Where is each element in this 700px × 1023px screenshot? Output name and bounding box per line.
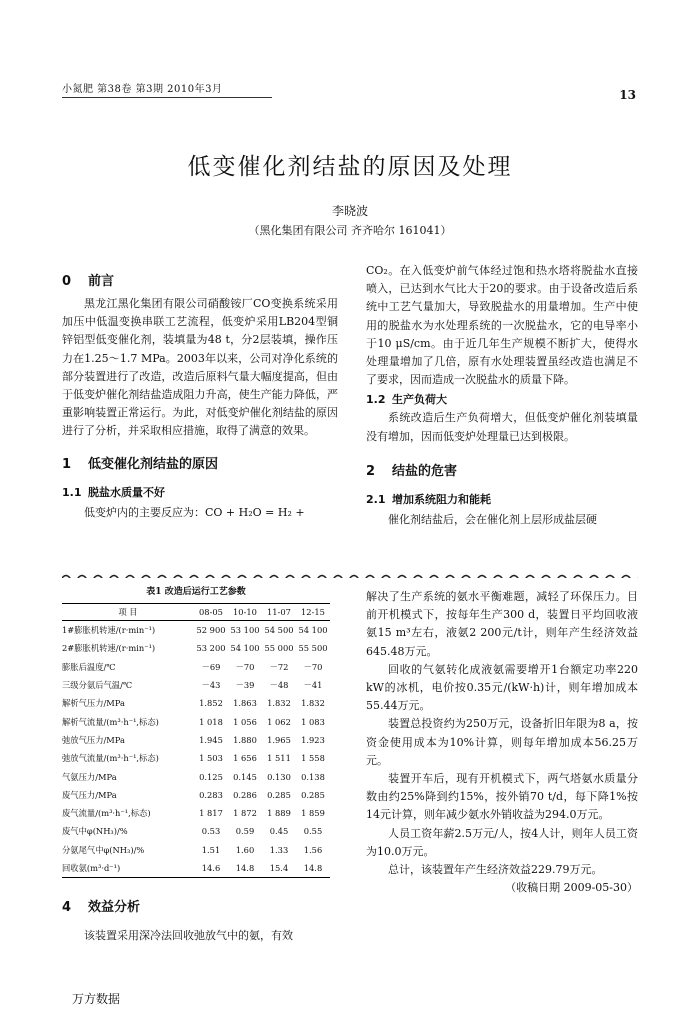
subsection-heading: 1.1 脱盐水质量不好	[62, 485, 165, 499]
col-header: 12-15	[296, 604, 330, 621]
cell: 14.6	[194, 859, 228, 878]
data-table	[62, 603, 330, 878]
row-label: 解析气压力/MPa	[62, 698, 125, 709]
table-row	[62, 786, 330, 804]
paragraph: 低变炉内的主要反应为：CO + H₂O = H₂ +	[84, 505, 305, 519]
wavy-separator	[62, 568, 638, 578]
cell: 1 083	[301, 716, 325, 727]
table-row	[62, 859, 330, 878]
cell: 1 558	[301, 753, 325, 764]
section-heading: 4 效益分析	[62, 900, 141, 915]
cell: 1 889	[267, 808, 291, 819]
cell: 14.8	[296, 859, 330, 878]
right-column-upper	[366, 262, 638, 529]
table-row	[62, 731, 330, 749]
cell: 1.852	[199, 698, 223, 709]
cell: 0.45	[269, 826, 289, 837]
received-date: （收稿日期 2009-05-30）	[505, 881, 638, 895]
cell: 0.125	[199, 771, 223, 782]
cell: 1.863	[233, 698, 257, 709]
table-row	[62, 621, 330, 640]
table-row	[62, 676, 330, 694]
cell: 1.56	[303, 844, 323, 855]
col-header: 08-05	[194, 604, 228, 621]
cell: 1 859	[301, 808, 325, 819]
cell: 0.130	[267, 771, 291, 782]
col-header: 10-10	[228, 604, 262, 621]
paragraph: 该装置采用深冷法回收弛放气中的氨，有效	[84, 929, 293, 942]
paragraph: 回收的气氨转化成液氨需要增开1台额定功率220 kW的冰机，电价按0.35元/(kW·h)计，则年增加成本55.44万元。	[366, 662, 638, 713]
cell: 54 100	[230, 643, 260, 654]
row-label: 三级分氨后气温/℃	[62, 680, 133, 691]
table-row	[62, 658, 330, 676]
table-row	[62, 841, 330, 859]
row-label: 解析气流量/(m³·h⁻¹,标态)	[62, 716, 159, 727]
table-header-row	[62, 604, 330, 621]
cell: －70	[235, 661, 255, 672]
cell: 1.60	[235, 844, 255, 855]
section-heading: 2 结盐的危害	[366, 463, 458, 479]
cell: 0.145	[233, 771, 257, 782]
subsection-heading: 1.2 生产负荷大	[366, 393, 447, 407]
paragraph: 催化剂结盐后，会在催化剂上层形成盐层硬	[388, 512, 597, 526]
cell: 0.53	[201, 826, 221, 837]
page-number: 13	[619, 88, 636, 102]
col-header: 项 目	[62, 604, 194, 621]
cell: 52 900	[196, 625, 226, 636]
cell: －48	[269, 680, 289, 691]
cell: 1.51	[201, 844, 221, 855]
cell: 0.138	[301, 771, 325, 782]
row-label: 1#膨胀机转速/(r·min⁻¹)	[62, 625, 156, 636]
cell: 0.286	[233, 789, 257, 800]
row-label: 分氨尾气中φ(NH₃)/%	[62, 844, 145, 855]
cell: 1.33	[269, 844, 289, 855]
author: 李晓波	[331, 204, 368, 218]
cell: 1 872	[233, 808, 257, 819]
paragraph: 人员工资年薪2.5万元/人，按4人计，则年人员工资为10.0万元。	[366, 826, 638, 858]
left-column-lower	[62, 896, 338, 945]
paragraph: 解决了生产系统的氨水平衡难题，减轻了环保压力。目前开机模式下，按每年生产300 d，装置日平均回收液氨15 m³左右，液氨2 200元/t计，则年产生经济效益645.48万元。	[366, 590, 638, 658]
cell: －70	[303, 661, 323, 672]
cell: 0.285	[301, 789, 325, 800]
row-label: 废气流量/(m³·h⁻¹,标态)	[62, 808, 151, 819]
cell: 15.4	[262, 859, 296, 878]
cell: 54 100	[298, 625, 328, 636]
row-label: 气氨压力/MPa	[62, 771, 117, 782]
cell: 1.880	[233, 734, 257, 745]
source-watermark: 万方数据	[72, 992, 121, 1006]
col-header: 11-07	[262, 604, 296, 621]
cell: 1 503	[199, 753, 223, 764]
table-1	[62, 584, 330, 878]
cell: 0.55	[303, 826, 323, 837]
cell: 1 817	[199, 808, 223, 819]
table-row	[62, 712, 330, 730]
paragraph: 装置总投资约为250万元，设备折旧年限为8 a，按资金使用成本为10%计算，则每年增加成本56.25万元。	[366, 717, 638, 767]
running-head: 小氮肥 第38卷 第3期 2010年3月	[62, 80, 272, 98]
paragraph: 装置开车后，现有开机模式下，两气塔氨水质量分数由约25%降到约15%，按外销70 t/d，每下降1%按14元计算，则年减少氨水外销收益为294.0万元。	[366, 772, 638, 822]
cell: －43	[201, 680, 221, 691]
cell: －41	[303, 680, 323, 691]
cell: －69	[201, 661, 221, 672]
cell: 53 200	[196, 643, 226, 654]
table-row	[62, 639, 330, 657]
cell: 1.832	[267, 698, 291, 709]
cell: 55 000	[264, 643, 294, 654]
subsection-heading: 2.1 增加系统阻力和能耗	[366, 492, 491, 506]
table-row	[62, 822, 330, 840]
row-label: 膨胀后温度/℃	[62, 661, 116, 672]
row-label: 2#膨胀机转速/(r·min⁻¹)	[62, 643, 156, 654]
cell: 54 500	[264, 625, 294, 636]
table-row	[62, 749, 330, 767]
paragraph: 总计，该装置年产生经济效益229.79万元。	[388, 863, 603, 877]
row-label: 回收氨(m³·d⁻¹)	[62, 859, 194, 878]
cell: 1.832	[301, 698, 325, 709]
intro-paragraph: 黑龙江黑化集团有限公司硝酸铵厂CO变换系统采用加压中低温变换串联工艺流程，低变炉采用LB204型铜锌铝型低变催化剂，装填量为48 t，分2层装填，操作压力在1.25～1.7 MPa。2003年以来，公司对净化系统的部分装置进行了改造，改造后原料气量大幅度提高，但由于低变炉催化剂结盐造成阻力升高，使生产能力降低，严重影响装置正常运行。为此，对低变炉催化剂结盐的原因进行了分析，并采取相应措施，取得了满意的效果。	[62, 297, 338, 438]
left-column-upper	[62, 270, 338, 522]
cell: 1.965	[267, 734, 291, 745]
section-heading: 1 低变催化剂结盐的原因	[62, 456, 219, 472]
paragraph: 系统改造后生产负荷增大，但低变炉催化剂装填量没有增加，因而低变炉处理量已达到极限。	[366, 411, 638, 443]
row-label: 废气中φ(NH₃)/%	[62, 826, 128, 837]
cell: 0.285	[267, 789, 291, 800]
cell: 1.923	[301, 734, 325, 745]
affiliation: （黑化集团有限公司 齐齐哈尔 161041）	[248, 224, 452, 237]
cell: 0.283	[199, 789, 223, 800]
row-label: 废气压力/MPa	[62, 789, 117, 800]
cell: 1 018	[199, 716, 223, 727]
cell: 1.945	[199, 734, 223, 745]
row-label: 弛放气流量/(m³·h⁻¹,标态)	[62, 753, 159, 764]
table-caption: 表1 改造后运行工艺参数	[146, 587, 246, 597]
section-heading: 0 前言	[62, 274, 115, 289]
right-column-lower	[366, 588, 638, 895]
cell: 1 056	[233, 716, 257, 727]
article-title: 低变催化剂结盐的原因及处理	[187, 154, 513, 180]
cell: 53 100	[230, 625, 260, 636]
table-row	[62, 767, 330, 785]
table-row	[62, 804, 330, 822]
cell: 0.59	[235, 826, 255, 837]
cell: 1 511	[267, 753, 291, 764]
paragraph: CO₂。在入低变炉前气体经过饱和热水塔将脱盐水直接喷入，已达到水气比大于20的要求。由于设备改造后系统中工艺气量加大，导致脱盐水的用量增加。生产中使用的脱盐水为水处理系统的一次脱盐水，它的电导率小于10 μS/cm。由于近几年生产规模不断扩大，使得水处理量增加了几倍，原有水处理装置虽经改造也满足不了要求，因而造成一次脱盐水的质量下降。	[366, 264, 638, 387]
cell: 1 062	[267, 716, 291, 727]
cell: 55 500	[298, 643, 328, 654]
cell: －72	[269, 661, 289, 672]
cell: 1 656	[233, 753, 257, 764]
cell: 14.8	[228, 859, 262, 878]
row-label: 弛放气压力/MPa	[62, 734, 125, 745]
cell: －39	[235, 680, 255, 691]
table-row	[62, 694, 330, 712]
